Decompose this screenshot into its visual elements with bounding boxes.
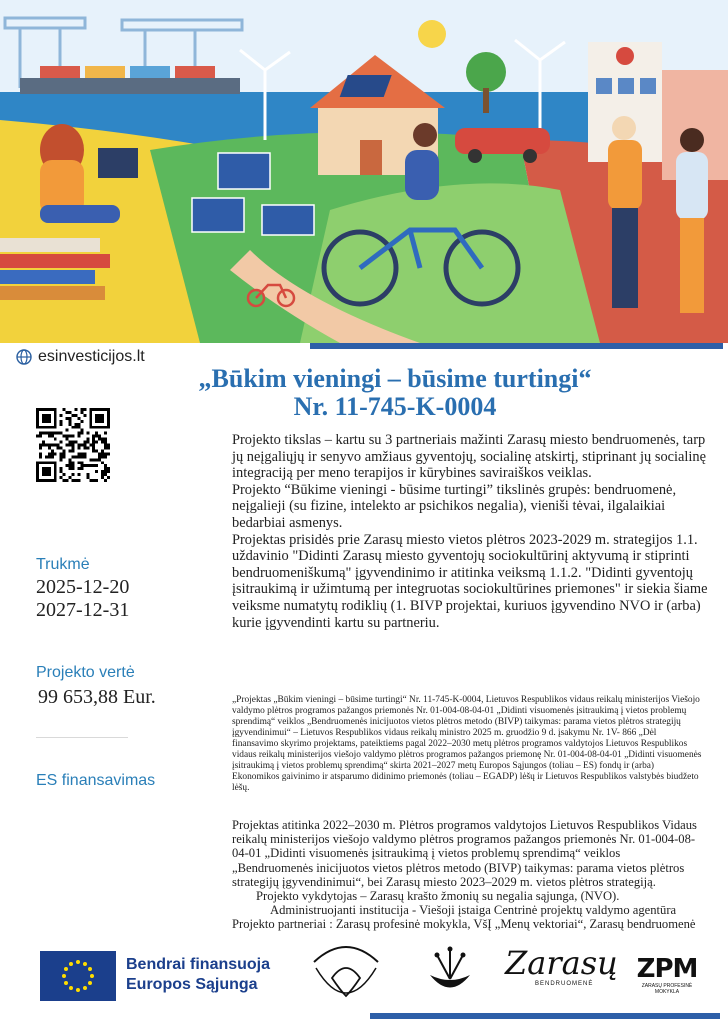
duration-end: 2027-12-31: [36, 599, 130, 621]
project-title: [195, 365, 595, 421]
footer-accent-bar: [370, 1013, 720, 1019]
value-amount: 99 653,88 Eur.: [38, 686, 156, 708]
sun-icon: [418, 20, 446, 48]
administering-institution: Administruojanti institucija - Viešoji įstaiga Centrinė projektų valdymo agentūra: [270, 903, 677, 918]
zarasu-sub-text: BENDRUOMENĖ: [535, 981, 594, 987]
zpm-logo: [632, 955, 702, 1001]
description-goal: Projekto tikslas – kartu su 3 partneriais mažinti Zarasų miesto bendruomenės, tarp jų neįgaliųjų ir senyvo amžiaus gyventojų, socialinę atskirtį, stiprinant jų socialinę integraciją per meno terapijos ir kūrybines saviraiškos veiklas.: [232, 432, 706, 482]
hero-illustration: [0, 0, 728, 343]
hero-illustration-svg: [0, 0, 728, 343]
legal-note: „Projektas „Būkim vieningi – būsime turtingi“ Nr. 11-745-K-0004, Lietuvos Respublikos vidaus reikalų ministerijos Viešojo valdymo plėtros programos pažangos priemonės Nr. 01-004-08-04-01 „Didinti visuomenės įsitraukimą į vietos problemų sprendimą“ veiklos „Bendruomenės inicijuotos vietos plėtros metodo (BIVP) taikymas: parama vietos plėtros strategijų įgyvendinimui“ – Lietuvos Respublikos vidaus reikalų ministro 2025 m. gruodžio 9 d. įsakymu Nr. 1V- 866 „Dėl finansavimo skyrimo projektams, pateiktiems pagal 2022–2030 metų plėtros programos valdytojos Lietuvos Respublikos vidaus reikalų ministerijos viešojo valdymo plėtros programos pažangos priemonę Nr. 01-004-08-04-01 „Didinti visuomenės įsitraukimą į vietos problemų sprendimą“ skirta 2021–2027 metų Europos Sąjungos (toliau – ES) fondų ir (arba) Ekonomikos gaivinimo ir atsparumo didinimo priemonės (toliau – EGADP) lėšų ir Lietuvos Respublikos valstybės biudžeto lėšų.: [232, 695, 702, 793]
website-link[interactable]: [16, 347, 145, 367]
project-executor: Projekto vykdytojas – Zarasų krašto žmonių su negalia sąjunga, (NVO).: [256, 889, 620, 904]
zpm-sub-text: ZARASŲ PROFESINĖ MOKYKLA: [641, 983, 693, 995]
tree-icon: [466, 52, 506, 92]
header-accent-bar: [310, 343, 723, 349]
duration-label: Trukmė: [36, 556, 90, 573]
eu-cofunding-line2: Europos Sąjunga: [126, 976, 258, 993]
compliance-text: Projektas atitinka 2022–2030 m. Plėtros programos valdytojos Lietuvos Respublikos Vidaus reikalų ministerijos viešojo valdymo plėtros programos pažangos priemonės Nr. 01-004-08-04-01 „Didinti visuomenės įsitraukimą į vietos problemų sprendimą“ veiklos „Bendruomenės inicijuotos vietos plėtros metodo (BIVP) taikymas: parama vietos plėtros strategijų įgyvendinimui“, bei Zarasų miesto 2023–2029 m. vietos plėtros strategiją.: [232, 818, 697, 889]
menu-vektoriai-logo: [425, 945, 475, 1001]
duration-start: 2025-12-20: [36, 576, 130, 598]
project-description: [232, 432, 710, 631]
description-strategy: Projektas prisidės prie Zarasų miesto vietos plėtros 2023-2029 m. strategijos 1.1. uždavinio "Didinti Zarasų miesto gyventojų sociokultūrinį aktyvumą ir stiprinti bendruomeniškumą" įgyvendinimo ir atitinka veiksmą 1.1.2. "Didinti gyventojų įsitraukimą ir užimtumą per integruotas sociokultūrines priemones" ir siekia šiame veiksme numatytų rodiklių (1. BIVP projektai, kuriuos įgyvendino NVO ir (arba) kurie įgyvendinti kartu su partneriu.: [232, 531, 708, 631]
sidebar-divider: [36, 737, 128, 738]
project-number: Nr. 11-745-K-0004: [293, 392, 497, 421]
qr-code[interactable]: [36, 408, 110, 482]
funding-label: ES finansavimas: [36, 772, 156, 789]
eu-stars-icon: [53, 956, 103, 996]
compliance-block: [232, 818, 702, 932]
value-label: Projekto vertė: [36, 664, 135, 681]
zarasu-bendruomene-logo: [505, 944, 618, 1003]
eu-flag: [40, 951, 116, 1001]
project-partners: Projekto partneriai : Zarasų profesinė mokykla, VšĮ „Menų vektoriai“, Zarasų bendruomenė: [232, 917, 696, 932]
project-title-line1: „Būkim vieningi – būsime turtingi“: [198, 364, 592, 393]
zks-logo: [302, 938, 390, 1018]
zarasu-script-text: Zarasų: [505, 944, 618, 982]
ship: [20, 78, 240, 94]
arrows-sun-icon: [425, 945, 475, 1001]
zks-ring-logo: [302, 938, 390, 1018]
eu-cofunding-text: [126, 955, 270, 995]
globe-icon: [16, 349, 32, 365]
eu-cofunding-line1: Bendrai finansuoja: [126, 956, 271, 973]
qr-code-image: [36, 408, 110, 482]
website-url: esinvesticijos.lt: [38, 348, 145, 365]
zpm-logo-text: ZPM: [636, 954, 698, 984]
description-target-groups: Projekto “Būkime vieningi - būsime turtingi” tikslinės grupės: bendruomenė, neįgalieji (su fizine, intelekto ar psichikos negalia), vieniši tėvai, ilgalaikiai bedarbiai asmenys.: [232, 481, 677, 531]
